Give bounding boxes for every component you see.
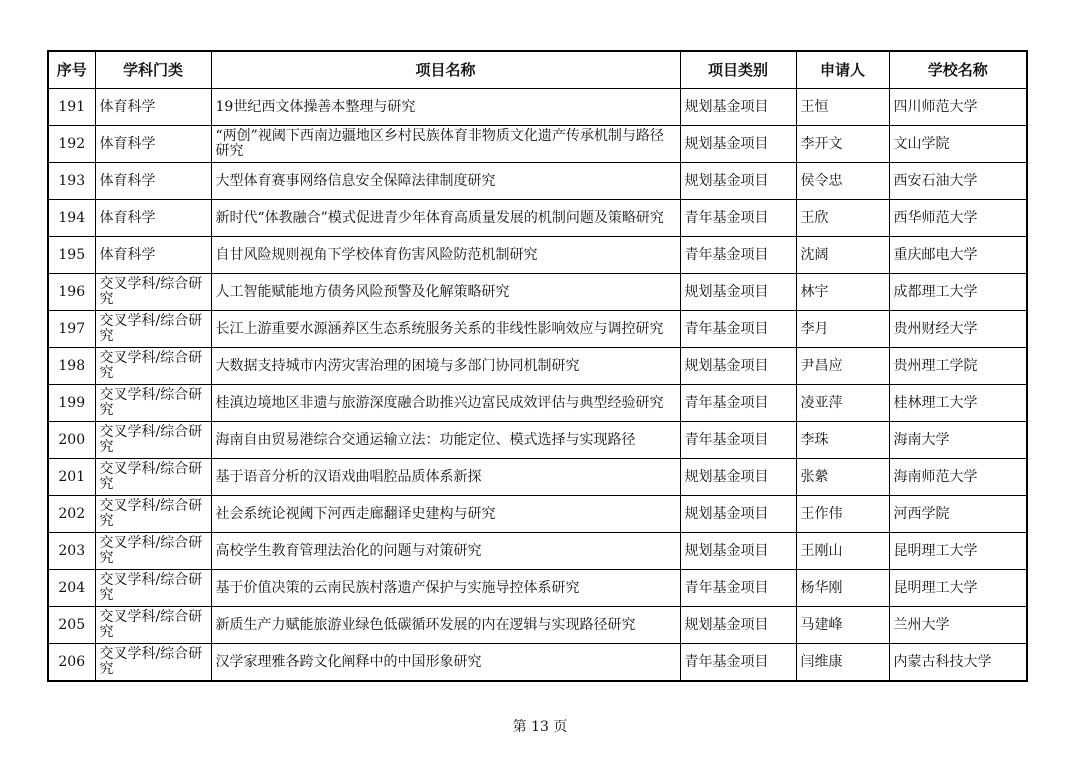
cell-discipline: 交叉学科/综合研究 [95,570,211,607]
cell-applicant: 林宇 [796,274,889,311]
cell-project-type: 规划基金项目 [680,533,796,570]
cell-seq: 191 [48,89,95,126]
cell-applicant: 凌亚萍 [796,385,889,422]
cell-project-type: 青年基金项目 [680,237,796,274]
cell-applicant: 李月 [796,311,889,348]
cell-school: 桂林理工大学 [889,385,1027,422]
cell-discipline: 体育科学 [95,163,211,200]
cell-school: 成都理工大学 [889,274,1027,311]
header-project-name: 项目名称 [211,51,680,89]
cell-seq: 205 [48,607,95,644]
table-row [48,644,1027,682]
cell-school: 河西学院 [889,496,1027,533]
cell-discipline: 体育科学 [95,237,211,274]
table-row [48,311,1027,348]
cell-school: 重庆邮电大学 [889,237,1027,274]
table-header-row [48,51,1027,89]
table-row [48,533,1027,570]
cell-school: 文山学院 [889,126,1027,163]
cell-discipline: 交叉学科/综合研究 [95,422,211,459]
cell-discipline: 交叉学科/综合研究 [95,348,211,385]
cell-discipline: 交叉学科/综合研究 [95,644,211,682]
cell-project-name: 新时代“体教融合”模式促进青少年体育高质量发展的机制问题及策略研究 [211,200,680,237]
cell-seq: 197 [48,311,95,348]
cell-school: 海南大学 [889,422,1027,459]
cell-discipline: 交叉学科/综合研究 [95,274,211,311]
cell-discipline: 交叉学科/综合研究 [95,607,211,644]
header-seq: 序号 [48,51,95,89]
cell-project-type: 规划基金项目 [680,163,796,200]
table-row [48,385,1027,422]
cell-applicant: 马建峰 [796,607,889,644]
cell-project-name: 长江上游重要水源涵养区生态系统服务关系的非线性影响效应与调控研究 [211,311,680,348]
header-school: 学校名称 [889,51,1027,89]
table-row [48,237,1027,274]
cell-project-type: 青年基金项目 [680,311,796,348]
cell-applicant: 杨华刚 [796,570,889,607]
cell-school: 贵州理工学院 [889,348,1027,385]
table-row [48,570,1027,607]
cell-seq: 198 [48,348,95,385]
cell-project-type: 规划基金项目 [680,89,796,126]
cell-project-type: 规划基金项目 [680,459,796,496]
cell-applicant: 沈阔 [796,237,889,274]
table-row [48,200,1027,237]
cell-discipline: 交叉学科/综合研究 [95,385,211,422]
cell-project-type: 青年基金项目 [680,200,796,237]
cell-project-type: 青年基金项目 [680,422,796,459]
cell-school: 兰州大学 [889,607,1027,644]
cell-seq: 204 [48,570,95,607]
table-row [48,163,1027,200]
cell-project-name: 高校学生教育管理法治化的问题与对策研究 [211,533,680,570]
cell-project-name: 大数据支持城市内涝灾害治理的困境与多部门协同机制研究 [211,348,680,385]
cell-project-type: 青年基金项目 [680,385,796,422]
cell-seq: 199 [48,385,95,422]
cell-seq: 202 [48,496,95,533]
cell-discipline: 体育科学 [95,200,211,237]
table-row [48,422,1027,459]
cell-discipline: 体育科学 [95,126,211,163]
cell-discipline: 交叉学科/综合研究 [95,496,211,533]
cell-project-name: 新质生产力赋能旅游业绿色低碳循环发展的内在逻辑与实现路径研究 [211,607,680,644]
cell-project-type: 规划基金项目 [680,607,796,644]
cell-seq: 192 [48,126,95,163]
cell-project-type: 青年基金项目 [680,644,796,682]
cell-school: 西华师范大学 [889,200,1027,237]
cell-applicant: 张縈 [796,459,889,496]
cell-project-name: 大型体育赛事网络信息安全保障法律制度研究 [211,163,680,200]
cell-project-name: 19世纪西文体操善本整理与研究 [211,89,680,126]
table-row [48,89,1027,126]
cell-project-name: 桂滇边境地区非遗与旅游深度融合助推兴边富民成效评估与典型经验研究 [211,385,680,422]
cell-seq: 195 [48,237,95,274]
table-row [48,607,1027,644]
cell-project-name: 人工智能赋能地方债务风险预警及化解策略研究 [211,274,680,311]
page-number: 第 13 页 [512,719,568,735]
cell-school: 西安石油大学 [889,163,1027,200]
cell-project-name: 汉学家理雅各跨文化阐释中的中国形象研究 [211,644,680,682]
table-row [48,348,1027,385]
cell-applicant: 李珠 [796,422,889,459]
cell-applicant: 王恒 [796,89,889,126]
header-discipline: 学科门类 [95,51,211,89]
cell-project-name: 社会系统论视阈下河西走廊翻译史建构与研究 [211,496,680,533]
cell-project-name: 自甘风险规则视角下学校体育伤害风险防范机制研究 [211,237,680,274]
cell-discipline: 交叉学科/综合研究 [95,459,211,496]
cell-project-name: 海南自由贸易港综合交通运输立法：功能定位、模式选择与实现路径 [211,422,680,459]
table-row [48,126,1027,163]
cell-seq: 193 [48,163,95,200]
cell-seq: 196 [48,274,95,311]
table-row [48,459,1027,496]
cell-applicant: 王作伟 [796,496,889,533]
project-table [47,50,1028,682]
cell-seq: 201 [48,459,95,496]
cell-school: 海南师范大学 [889,459,1027,496]
cell-applicant: 闫维康 [796,644,889,682]
cell-project-type: 青年基金项目 [680,570,796,607]
cell-school: 昆明理工大学 [889,570,1027,607]
cell-applicant: 李开文 [796,126,889,163]
cell-school: 内蒙古科技大学 [889,644,1027,682]
header-applicant: 申请人 [796,51,889,89]
cell-school: 贵州财经大学 [889,311,1027,348]
table-row [48,274,1027,311]
cell-project-type: 规划基金项目 [680,496,796,533]
cell-project-type: 规划基金项目 [680,348,796,385]
cell-school: 昆明理工大学 [889,533,1027,570]
cell-seq: 203 [48,533,95,570]
table-body [48,89,1027,682]
cell-discipline: 体育科学 [95,89,211,126]
cell-seq: 206 [48,644,95,682]
cell-project-type: 规划基金项目 [680,274,796,311]
cell-applicant: 尹昌应 [796,348,889,385]
cell-applicant: 侯令忠 [796,163,889,200]
cell-applicant: 王刚山 [796,533,889,570]
cell-project-name: 基于价值决策的云南民族村落遗产保护与实施导控体系研究 [211,570,680,607]
cell-seq: 194 [48,200,95,237]
cell-discipline: 交叉学科/综合研究 [95,311,211,348]
cell-project-name: “两创”视阈下西南边疆地区乡村民族体育非物质文化遗产传承机制与路径研究 [211,126,680,163]
cell-school: 四川师范大学 [889,89,1027,126]
header-project-type: 项目类别 [680,51,796,89]
cell-applicant: 王欣 [796,200,889,237]
cell-project-type: 规划基金项目 [680,126,796,163]
cell-project-name: 基于语音分析的汉语戏曲唱腔品质体系新探 [211,459,680,496]
table-row [48,496,1027,533]
cell-seq: 200 [48,422,95,459]
project-list-sheet [47,50,1026,682]
cell-discipline: 交叉学科/综合研究 [95,533,211,570]
